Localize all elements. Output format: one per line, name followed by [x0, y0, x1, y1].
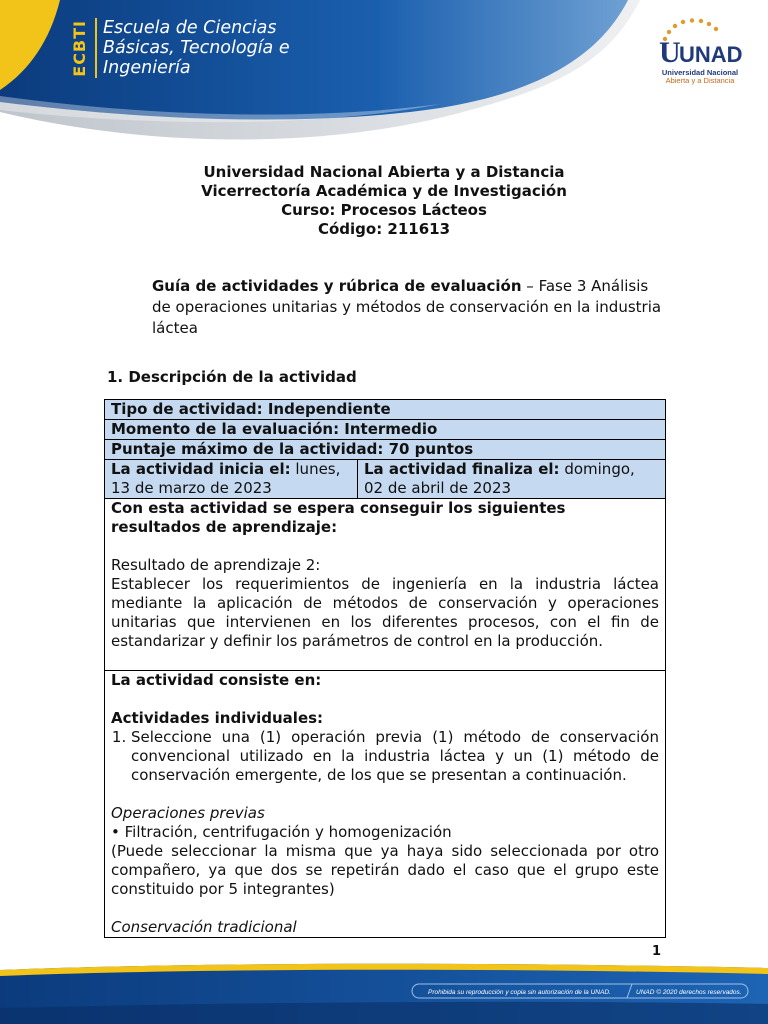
previous-operations-heading: Operaciones previas: [111, 804, 265, 822]
list-item: [111, 823, 659, 842]
school-name: [95, 18, 290, 78]
table-row-consiste: [105, 671, 665, 937]
end-date-label: La actividad finaliza el:: [364, 460, 560, 478]
bullet-text: Filtración, centrifugación y homogenización: [124, 823, 452, 841]
footer-copyright-notice: Prohibida su reproducción y copia sin autorización de la UNAD.: [428, 989, 611, 996]
vice-rectorate: Vicerrectoría Académica y de Investigación: [201, 182, 567, 200]
activity-consists-heading: La actividad consiste en:: [111, 671, 322, 689]
logo-university-sub: Abierta y a Distancia: [665, 76, 735, 85]
learning-outcome-title: Resultado de aprendizaje 2:: [111, 556, 321, 574]
table-row-tipo: [105, 400, 665, 420]
course-name: Curso: Procesos Lácteos: [281, 201, 487, 219]
guide-title-bold: Guía de actividades y rúbrica de evaluación: [152, 277, 522, 295]
svg-text:U: U: [659, 36, 681, 68]
course-code: Código: 211613: [317, 220, 451, 238]
start-date-value: lunes, 13 de marzo de 2023: [111, 460, 341, 497]
school-name-line-3: Ingeniería: [103, 58, 191, 78]
learning-outcome-text: Establecer los requerimientos de ingeniería en la industria láctea mediante la aplicación de métodos de conservación y operaciones unitarias que intervienen en los diferentes procesos, con el fin de estandarizar y definir los parámetros de control en la producción.: [111, 575, 659, 650]
end-date-value: domingo, 02 de abril de 2023: [364, 460, 635, 497]
svg-text:UNAD: UNAD: [679, 42, 743, 67]
traditional-conservation-heading: Conservación tradicional: [111, 918, 297, 936]
ecbti-abbreviation: ECBTI: [70, 20, 89, 77]
table-row-puntaje: [105, 440, 665, 460]
individual-activities-heading: Actividades individuales:: [111, 709, 324, 727]
section-heading: 1. Descripción de la actividad: [107, 368, 357, 386]
logo-university-name: Universidad Nacional: [661, 68, 739, 77]
university-name: Universidad Nacional Abierta y a Distancia: [203, 163, 565, 181]
school-branding: [70, 18, 290, 78]
document-title: [0, 163, 768, 239]
table-row-dates: [105, 460, 665, 499]
activity-type: Tipo de actividad: Independiente: [111, 400, 391, 418]
individual-activities-list: [111, 728, 659, 785]
guide-title: [152, 276, 662, 339]
table-row-momento: [105, 420, 665, 440]
selection-note: (Puede seleccionar la misma que ya haya sido seleccionada por otro compañero, ya que dos se repetirán dado el caso que el grupo este constituido por 5 integrantes): [111, 842, 659, 898]
evaluation-moment: Momento de la evaluación: Intermedio: [111, 420, 438, 438]
table-row-resultados: [105, 499, 665, 671]
school-name-line-1: Escuela de Ciencias: [103, 18, 277, 38]
unad-logo: [655, 18, 755, 98]
school-name-line-2: Básicas, Tecnología e: [103, 38, 290, 58]
bullet-icon: •: [111, 823, 125, 841]
list-item: 1. Seleccione una (1) operación previa (1) método de conservación convencional utilizado en la industria láctea y un (1) método de conservación emergente, de los que se presentan a continuación.: [131, 728, 659, 785]
max-score: Puntaje máximo de la actividad: 70 puntos: [111, 440, 474, 458]
unad-logo-icon: [655, 18, 745, 68]
footer-rights: UNAD © 2020 derechos reservados.: [636, 989, 742, 996]
activity-table: [104, 399, 666, 938]
start-date-label: La actividad inicia el:: [111, 460, 291, 478]
learning-outcomes-heading: Con esta actividad se espera conseguir los siguientes resultados de aprendizaje:: [111, 499, 566, 536]
start-date: [105, 460, 358, 498]
page-number: 1: [652, 944, 662, 959]
end-date: [358, 460, 664, 498]
guide-title-rest: – Fase 3 Análisis de operaciones unitarias y métodos de conservación en la industria láctea: [152, 277, 662, 337]
